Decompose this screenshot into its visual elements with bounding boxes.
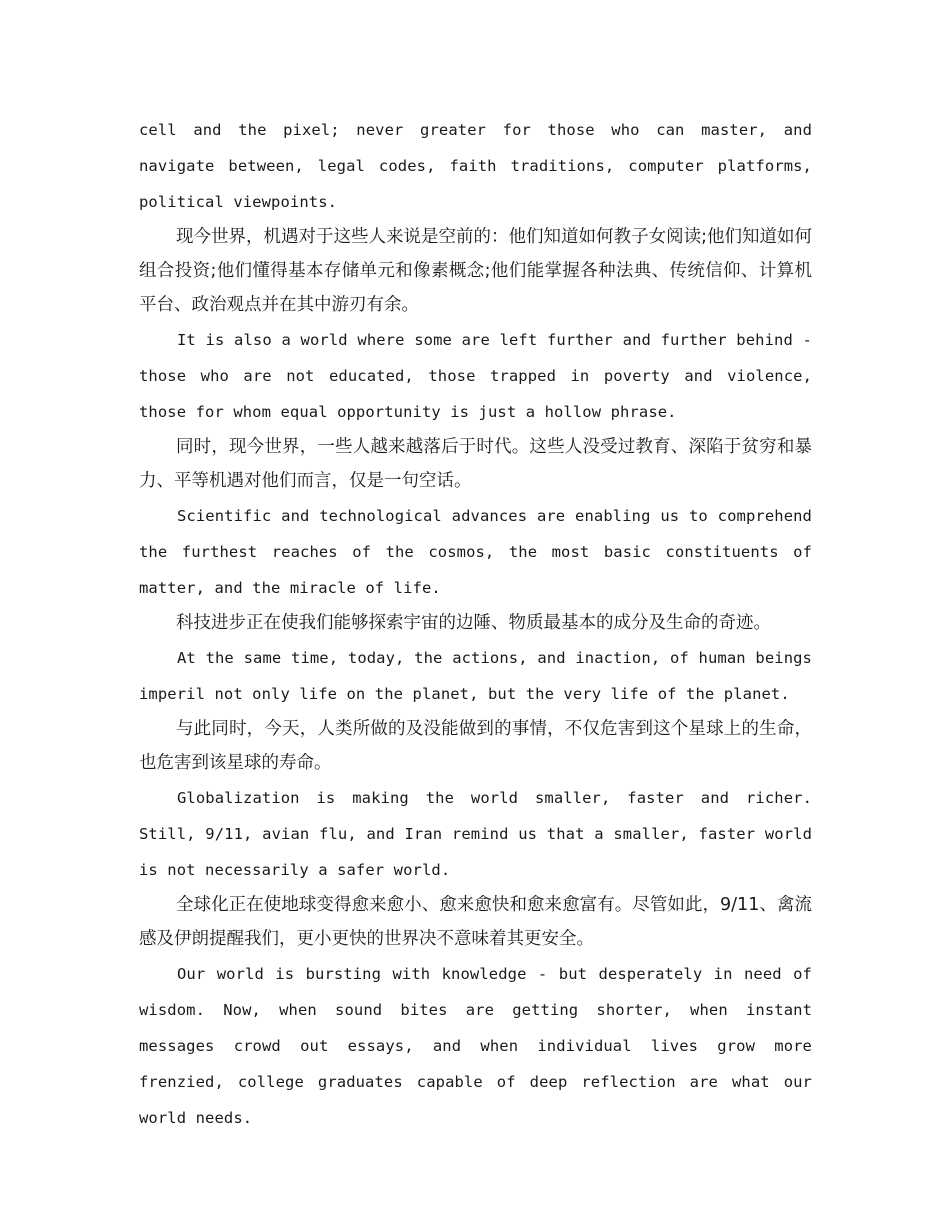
paragraph-zh: 与此同时，今天，人类所做的及没能做到的事情，不仅危害到这个星球上的生命，也危害到该星球的寿命。 [139,719,812,773]
paragraph-zh: 全球化正在使地球变得愈来愈小、愈来愈快和愈来愈富有。尽管如此，9/11、禽流感及伊朗提醒我们，更小更快的世界决不意味着其更安全。 [139,895,812,949]
paragraph-en: It is also a world where some are left further and further behind - those who are not educated, those trapped in poverty and violence, those for whom equal opportunity is just a hollow phrase. [139,331,812,421]
paragraph-en: Our world is bursting with knowledge - but desperately in need of wisdom. Now, when sound bites are getting shorter, when instant messages crowd out essays, and when individual lives grow more frenzied, college graduates capable of deep reflection are what our world needs. [139,965,812,1127]
paragraph-zh: 科技进步正在使我们能够探索宇宙的边陲、物质最基本的成分及生命的奇迹。 [176,613,771,633]
paragraph-zh: 现今世界，机遇对于这些人来说是空前的：他们知道如何教子女阅读;他们知道如何组合投资;他们懂得基本存储单元和像素概念;他们能掌握各种法典、传统信仰、计算机平台、政治观点并在其中游刃有余。 [139,227,812,315]
paragraph-zh: 同时，现今世界，一些人越来越落后于时代。这些人没受过教育、深陷于贫穷和暴力、平等机遇对他们而言，仅是一句空话。 [139,437,812,491]
paragraph-en: Scientific and technological advances are enabling us to comprehend the furthest reaches of the cosmos, the most basic constituents of matter, and the miracle of life. [139,507,812,597]
paragraph-en: Globalization is making the world smaller, faster and richer. Still, 9/11, avian flu, and Iran remind us that a smaller, faster world is not necessarily a safer world. [139,789,812,879]
document-page [139,112,812,1136]
paragraph-en: At the same time, today, the actions, and inaction, of human beings imperil not only life on the planet, but the very life of the planet. [139,649,812,703]
paragraph-en: cell and the pixel; never greater for those who can master, and navigate between, legal codes, faith traditions, computer platforms, political viewpoints. [139,121,812,211]
